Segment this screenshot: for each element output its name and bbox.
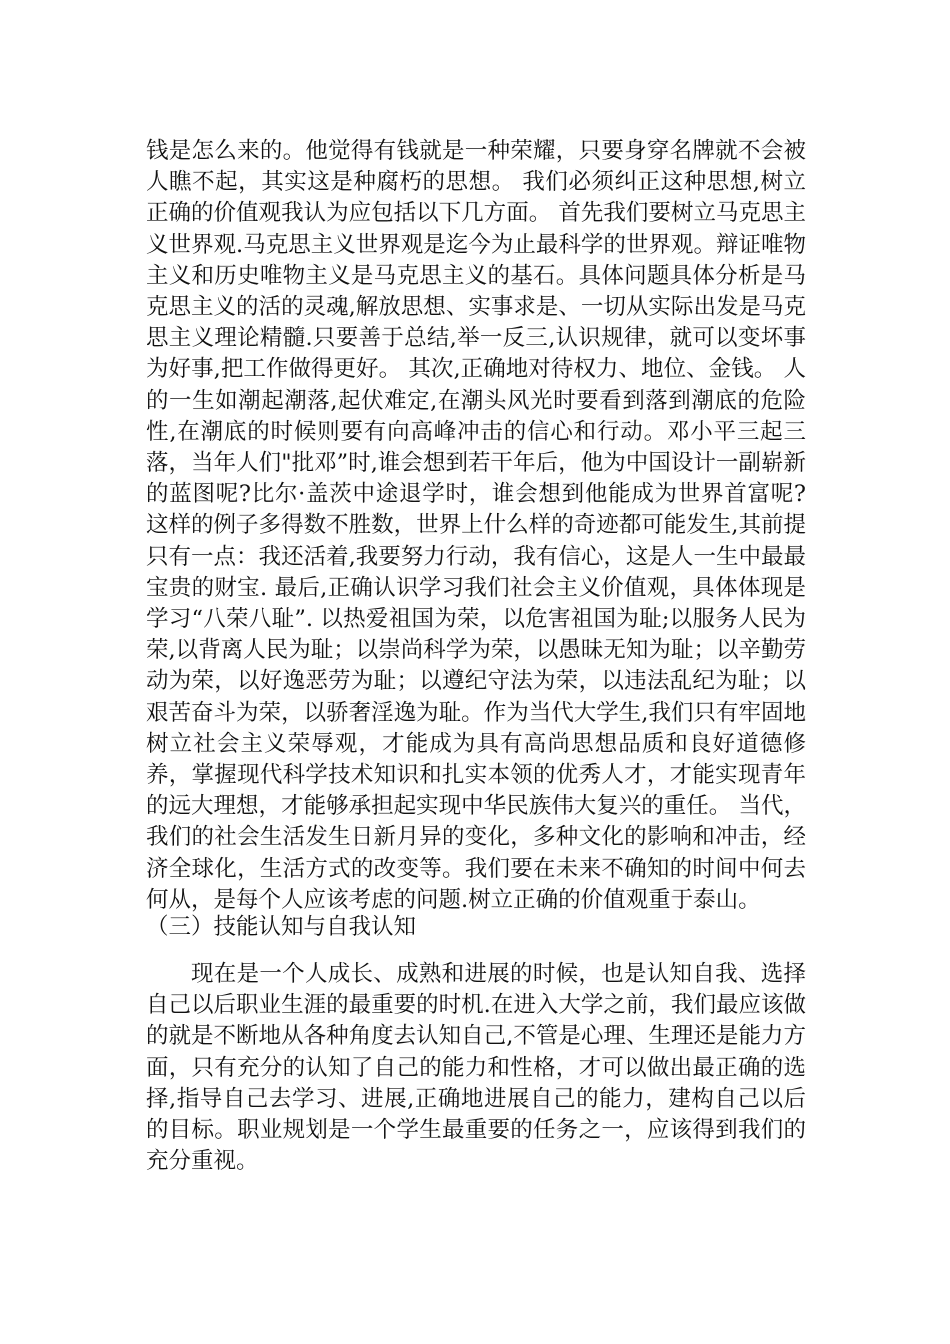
body-paragraph-values: 钱是怎么来的。他觉得有钱就是一种荣耀，只要身穿名牌就不会被人瞧不起，其实这是种腐朽的思想。 我们必须纠正这种思想,树立正确的价值观我认为应包括以下几方面。 首先我们要树立马克思主义世界观.马克思主义世界观是迄今为止最科学的世界观。辩证唯物主义和历史唯物主义是马克思主义的基石。具体问题具体分析是马克思主义的活的灵魂,解放思想、实事求是、一切从实际出发是马克思主义理论精髓.只要善于总结,举一反三,认识规律，就可以变坏事为好事,把工作做得更好。 其次,正确地对待权力、地位、金钱。 人的一生如潮起潮落,起伏难定,在潮头风光时要看到落到潮底的危险性,在潮底的时候则要有向高峰冲击的信心和行动。邓小平三起三落，当年人们"批邓”时,谁会想到若干年后，他为中国设计一副崭新的蓝图呢?比尔·盖茨中途退学时，谁会想到他能成为世界首富呢?这样的例子多得数不胜数，世界上什么样的奇迹都可能发生,其前提只有一点：我还活着,我要努力行动，我有信心，这是人一生中最最宝贵的财宝. 最后,正确认识学习我们社会主义价值观，具体体现是学习“八荣八耻”. 以热爱祖国为荣，以危害祖国为耻;以服务人民为荣,以背离人民为耻；以崇尚科学为荣，以愚昧无知为耻；以辛勤劳动为荣，以好逸恶劳为耻；以遵纪守法为荣，以违法乱纪为耻；以艰苦奋斗为荣，以骄奢淫逸为耻。作为当代大学生,我们只有牢固地树立社会主义荣辱观，才能成为具有高尚思想品质和良好道德修养，掌握现代科学技术知识和扎实本领的优秀人才，才能实现青年的远大理想，才能够承担起实现中华民族伟大复兴的重任。 当代，我们的社会生活发生日新月异的变化，多种文化的影响和冲击，经济全球化，生活方式的改变等。我们要在未来不确知的时间中何去何从，是每个人应该考虑的问题.树立正确的价值观重于泰山。: [146, 138, 806, 913]
section-heading-skill-self-cognition: （三）技能认知与自我认知: [146, 914, 417, 940]
body-paragraph-self-cognition: 现在是一个人成长、成熟和进展的时候，也是认知自我、选择自己以后职业生涯的最重要的时机.在进入大学之前，我们最应该做的就是不断地从各种角度去认知自己,不管是心理、生理还是能力方面，只有充分的认知了自己的能力和性格，才可以做出最正确的选择,指导自己去学习、进展,正确地进展自己的能力，建构自己以后的目标。职业规划是一个学生最重要的任务之一，应该得到我们的充分重视。: [146, 961, 806, 1175]
